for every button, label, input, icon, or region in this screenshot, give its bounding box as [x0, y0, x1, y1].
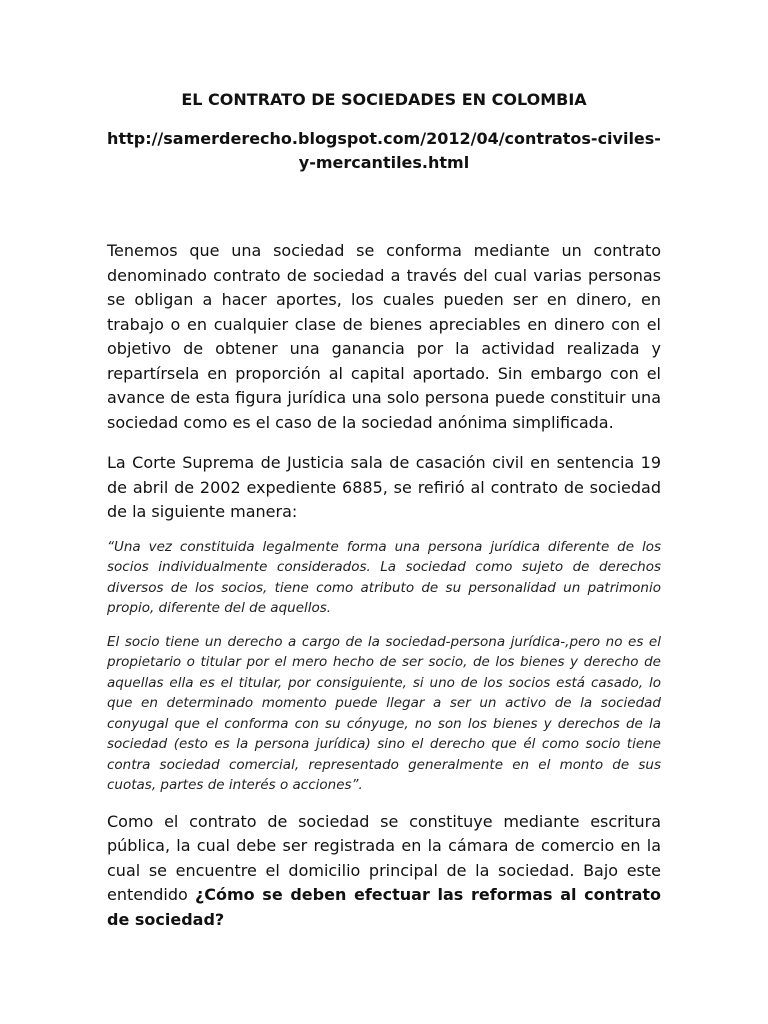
quote-paragraph-2: El socio tiene un derecho a cargo de la sociedad-persona jurídica-,pero no es el propietario o titular por el mero hecho de ser socio, de los bienes y derecho de aquellas ella es el titular, por consiguiente, si uno de los socios está casado, lo que en determinado momento puede llegar a ser un activo de la sociedad conyugal que el conforma con su cónyuge, no son los bienes y derechos de la sociedad (esto es la persona jurídica) sino el derecho que él como socio tiene contra sociedad comercial, representado generalmente en el monto de sus cuotas, partes de interés o acciones”.	[107, 633, 661, 793]
paragraph-corte-suprema: La Corte Suprema de Justicia sala de casación civil en sentencia 19 de abril de 2002 expediente 6885, se refirió al contrato de sociedad de la siguiente manera:	[107, 453, 661, 521]
paragraph-escritura-text: Como el contrato de sociedad se constituye mediante escritura pública, la cual debe ser registrada en la cámara de comercio en la cual se encuentre el domicilio principal de la sociedad. Bajo este entendido	[107, 811, 661, 904]
paragraph-escritura	[107, 810, 661, 933]
quote-paragraph-1: “Una vez constituida legalmente forma una persona jurídica diferente de los socios individualmente considerados. La sociedad como sujeto de derechos diversos de los socios, tiene como atributo de su personalidad un patrimonio propio, diferente del de aquellos.	[107, 538, 661, 616]
document-title: EL CONTRATO DE SOCIEDADES EN COLOMBIA	[181, 90, 587, 109]
source-url: http://samerderecho.blogspot.com/2012/04/contratos-civiles-y-mercantiles.html	[107, 129, 661, 172]
document-page	[107, 88, 661, 932]
paragraph-question: ¿Cómo se deben efectuar las reformas al contrato de sociedad?	[107, 885, 661, 929]
paragraph-intro: Tenemos que una sociedad se conforma mediante un contrato denominado contrato de sociedad a través del cual varias personas se obligan a hacer aportes, los cuales pueden ser en dinero, en trabajo o en cualquier clase de bienes apreciables en dinero con el objetivo de obtener una ganancia por la actividad realizada y repartírsela en proporción al capital aportado. Sin embargo con el avance de esta figura jurídica una solo persona puede constituir una sociedad como es el caso de la sociedad anónima simplificada.	[107, 241, 661, 432]
